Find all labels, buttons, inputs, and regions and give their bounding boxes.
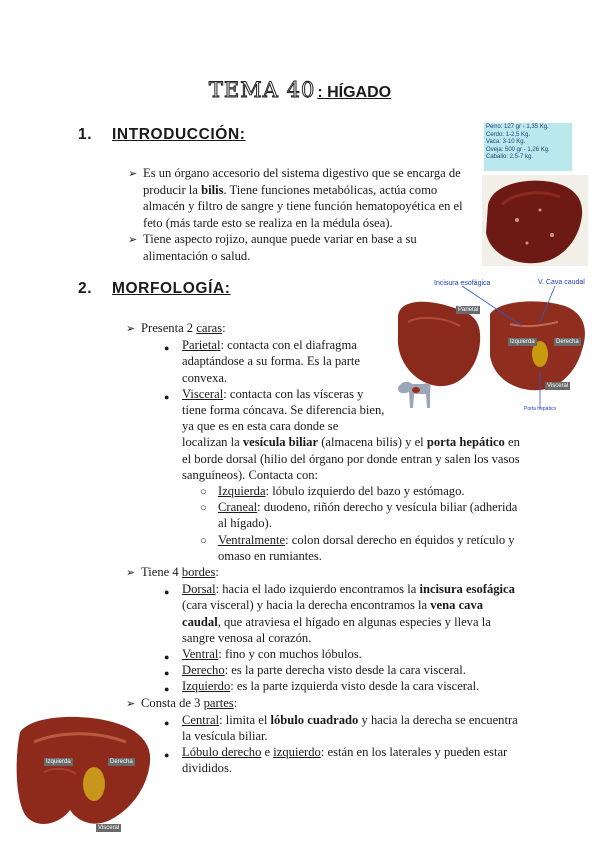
bullet-icon: ● [164, 750, 170, 761]
circle-bullet-icon: ○ [200, 502, 207, 515]
circle-bullet-icon: ○ [200, 534, 207, 547]
label-vena-cava: V. Cava caudal [538, 279, 585, 286]
bullet-icon: ● [164, 652, 170, 663]
arrow-bullet-icon: ➢ [126, 697, 136, 710]
liver-weight-box: Perro: 127 gr - 1,35 Kg. Cerdo: 1-2,5 Kg. Vaca: 3-10 Kg. Oveja: 500 gr - 1,26 Kg. Caballo: 2,5-7 kg. [484, 123, 572, 171]
label-visceral: Visceral [547, 383, 569, 389]
arrow-bullet-icon: ➢ [128, 233, 138, 246]
bullet-icon: ● [164, 391, 170, 402]
arrow-bullet-icon: ➢ [126, 323, 136, 335]
liver-visceral-figure [14, 712, 154, 836]
section-heading-introduccion: 1. INTRODUCCIÓN: [78, 126, 246, 143]
arrow-bullet-icon: ➢ [126, 567, 136, 580]
arrow-bullet-icon: ➢ [128, 168, 138, 180]
page-title [0, 78, 600, 102]
morfologia-body: ➢ Presenta 2 caras: ● Parietal: contacta con el diafragma adaptándose a su forma. Es la parte convexa. ● Visceral: contacta con las vísceras y tiene forma cóncava. Se diferencia bien, ya que es en esta cara donde se localizan la vesícula biliar (almacena bilis) y el porta hepático en el borde dorsal (hilio del órgano por donde entran y salen los vasos sanguíneos). Contacta con: ○ Izquierda: lóbulo izquierdo del bazo y estómago. ○ Craneal: duodeno, riñón derecho y vesícula biliar (adherida al hígado). ○ Ventralmente: colon dorsal derecho en équidos y retículo y omaso en rumiantes. ➢ Tiene 4 bordes: ● Dorsal: hacia el lado izquierdo encontramos la incisura esofágica (cara visceral) y hacia la derecha encontramos la vena cava caudal, que atraviesa el hígado en algunas especies y lleva la sangre venosa al corazón. ● Ventral: fino y con muchos lóbulos. ● Derecho: es la parte derecha visto desde la cara visceral. ● Izquierdo: es la parte izquierda visto desde la cara visceral. ➢ Consta de 3 partes: ● Central: limita el lóbulo cuadrado y hacia la derecha se encuentra la vesícula biliar. ● Lóbulo derecho e izquierdo: están en los laterales y pueden estar divididos. [126, 321, 520, 776]
circle-bullet-icon: ○ [200, 486, 207, 499]
section-heading-morfologia: 2. MORFOLOGÍA: [78, 280, 231, 297]
bullet-icon: ● [164, 684, 170, 695]
bullet-icon: ● [164, 343, 170, 354]
label-incisura-esofagica: Incisura esofágica [434, 280, 491, 287]
label-bottom-derecha: Derecha [110, 759, 133, 765]
label-bottom-visceral: Visceral [98, 825, 120, 831]
bullet-icon: ● [164, 717, 170, 728]
label-parietal: Parietal [458, 307, 479, 313]
liver-photo [482, 175, 588, 266]
title-subject: : HÍGADO [317, 84, 392, 101]
label-derecha: Derecha [556, 339, 579, 345]
label-izquierda: Izquierda [510, 339, 535, 345]
label-bottom-izquierda: Izquierda [46, 759, 71, 765]
bullet-icon: ● [164, 587, 170, 598]
bullet-icon: ● [164, 668, 170, 679]
intro-paragraph: ➢ Es un órgano accesorio del sistema digestivo que se encarga de producir la bilis. Tiene funciones metabólicas, actúa como almacén y filtro de sangre y tiene función hematopoyética en el feto (más tarde esto se realiza en la médula ósea). ➢ Tiene aspecto rojizo, aunque puede variar en base a su alimentación o salud. [128, 166, 463, 264]
label-porta-hepatico: Porta hepático [524, 406, 557, 412]
title-number: TEMA 40 [208, 78, 316, 102]
